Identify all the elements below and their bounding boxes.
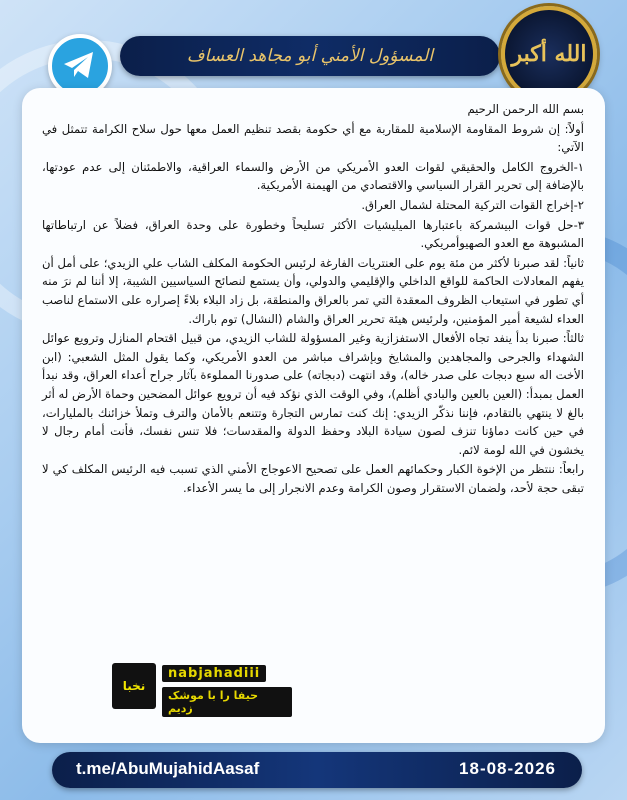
telegram-link[interactable]: t.me/AbuMujahidAasaf [76, 759, 260, 778]
paragraph-first: أولاً: إن شروط المقاومة الإسلامية للمقاربة مع أي حكومة بقصد تنظيم العمل معها حول سلاح الكرامة تتمثل في الآتي: [42, 121, 584, 155]
paragraph-third: ثالثاً: صبرنا بدأ ينفد تجاه الأفعال الاستفزازية وغير المسؤولة للشاب الزيدي، من قبيل اقتحام المنازل وترويع عوائل الشهداء والجرحى والمجاهدين والمشايخ وبإشراف مباشر من العدو الأمريكي، وكما يقول المثل الشعبي: (ابن الأخت اله سبع دبجات على صدر خاله)، وقد انتهت (دبجاته) على صدورنا المملوءة بآثار جراح أعداء العراق، وقد نبدأ العمل بمبدأ: (العين بالعين والبادي أظلم)، وفي الوقت الذي نؤكد فيه أن ترويع عوائل المضحين وحماة الأرض له أثر بالغ لا ينتهي بالتقادم، فإننا نذكّر الزيدي: إنك كنت تمارس التجارة وتتنعم بالأمان والترف وتملأ خزائنك بالمليارات، في حين كانت دماؤنا تنزف لصون سيادة البلاد وحفظ الدولة والمقدسات؛ فلا تنس نفسك، فأنت أمام رجال لا يخشون في الله لومة لائم. [42, 331, 584, 457]
logo-mark-text: نخبا [122, 679, 146, 693]
footer-bar [52, 752, 582, 788]
emblem-text: الله أكبر [511, 41, 587, 67]
condition-3: ٣-حل قوات البيشمركة باعتبارها الميليشيات الأكثر تسليحاً وخطورة على وحدة العراق، فضلاً عن ارتباطاتها المشبوهة مع العدو الصهيوأمريكي. [42, 217, 584, 251]
channel-logo [112, 663, 292, 715]
paragraph-second: ثانياً: لقد صبرنا لأكثر من مئة يوم على العنتريات الفارغة لرئيس الحكومة المكلف الشاب علي الزيدي؛ على أمل أن يفهم المعادلات الحاكمة للواقع الداخلي والإقليمي والدولي، وأن يستمع لنصائح السياسيين الشيبة، إلا أننا لم نرَ منه أي تطور في استيعاب الظروف المعقدة التي تمر بالعراق والمنطقة، بل زاد البلاء بلاءً إصراره على الاستماع لناصب العداء لشيعة أمير المؤمنين، ولرئيس هيئة تحرير العراق والشام (النشال) توم باراك. [42, 255, 584, 326]
basmala: بسم الله الرحمن الرحيم [467, 102, 584, 116]
logo-bottom-text: حيفا را با موشک زدیم [162, 687, 292, 717]
publish-date: 18-08-2026 [459, 759, 556, 778]
statement-body [42, 100, 584, 498]
logo-mark [112, 663, 156, 709]
paragraph-fourth: رابعاً: ننتظر من الإخوة الكبار وحكمائهم العمل على تصحيح الاعوجاج الأمني الذي تسبب فيه الرئيس المكلف كي لا تبقى حجة لأحد، ولضمان الاستقرار وصون الكرامة وعدم الانجرار إلى ما يسر الأعداء. [42, 462, 584, 495]
header-title-bar [120, 36, 500, 76]
header-title: المسؤول الأمني أبو مجاهد العساف [186, 46, 434, 66]
logo-top-text: nabjahadiii [162, 665, 266, 682]
condition-2: ٢-إخراج القوات التركية المحتلة لشمال العراق. [361, 197, 584, 212]
condition-1: ١-الخروج الكامل والحقيقي لقوات العدو الأمريكي من الأرض والسماء العراقية، والاطمئنان إلى عدم عودتها، بالإضافة إلى تحرير القرار السياسي والاقتصادي من الهيمنة الأمريكية. [42, 159, 584, 193]
